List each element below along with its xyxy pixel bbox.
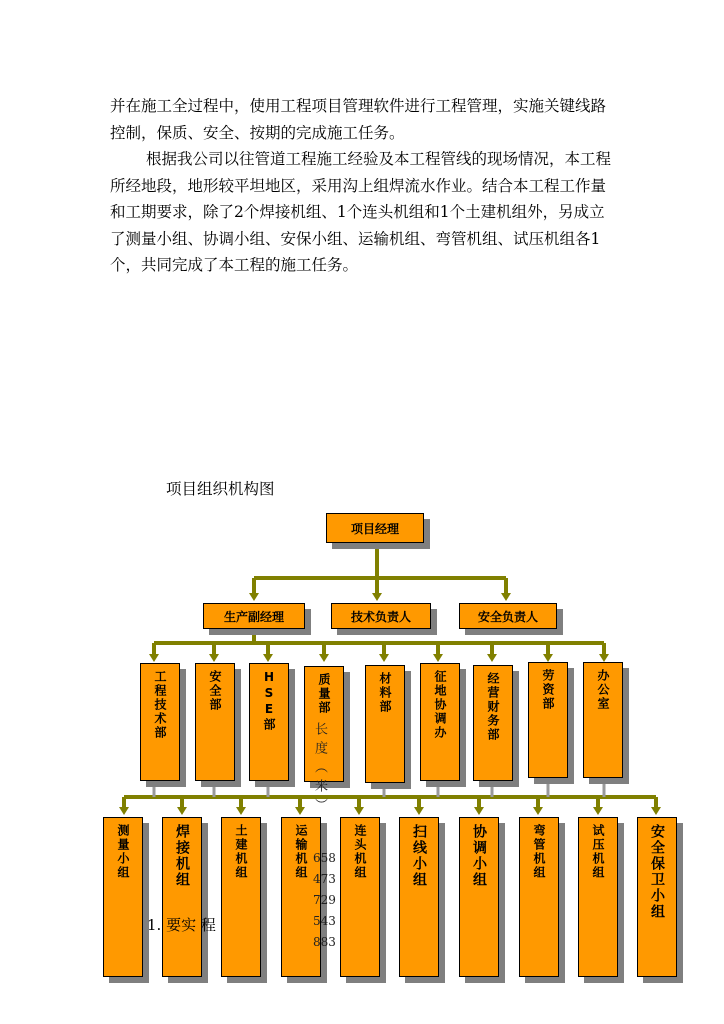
org-box-label: 办公室: [596, 669, 610, 711]
org-team-security: [637, 817, 677, 977]
overlay-number: 883: [313, 935, 336, 949]
org-box-label: 测量小组: [116, 824, 130, 880]
org-box-label: 运输机组: [294, 824, 308, 880]
paragraph-2: 根据我公司以往管道工程施工经验及本工程管线的现场情况，本工程所经地段，地形较平坦地区，采用沟上组焊流水作业。结合本工程工作量和工期要求，除了2个焊接机组、1个连头机组和1个土建机组外，另成立了测量小组、协调小组、安保小组、运输机组、弯管机组、试压机组各1个，共同完成了本工程的施工任务。: [110, 150, 612, 274]
org-box-label: HSE部: [262, 670, 276, 732]
org-box-label: 扫线小组: [411, 824, 427, 888]
org-dept-land-coordination: [420, 663, 460, 781]
overlay-number: 729: [313, 893, 336, 907]
org-box-label: 安全部: [208, 670, 222, 712]
org-dept-safety: [195, 663, 235, 781]
overlay-number: 473: [313, 872, 336, 886]
org-team-tie-in: [340, 817, 380, 977]
overlay-number: 658: [313, 851, 336, 865]
org-box-label: 征地协调办: [433, 670, 447, 740]
org-box-label: 协调小组: [471, 824, 487, 888]
org-team-coordination: [459, 817, 499, 977]
org-box-label: 生产副经理: [223, 609, 284, 624]
org-box-label: 劳资部: [541, 669, 555, 711]
org-dept-engineering: [140, 663, 180, 781]
footer-fragment: 1. 要实 程: [147, 916, 216, 934]
org-box-label: 安全保卫小组: [649, 824, 665, 920]
org-box-production-deputy: [203, 603, 305, 629]
org-box-label: 弯管机组: [532, 824, 546, 880]
org-box-label: 焊接机组: [174, 824, 190, 888]
org-dept-office: [583, 662, 623, 778]
org-box-label: 技术负责人: [350, 609, 411, 624]
org-team-bending: [519, 817, 559, 977]
org-box-label: 质量部: [317, 673, 331, 715]
overlay-number-column: [313, 848, 336, 953]
org-box-label: 安全负责人: [477, 609, 538, 624]
org-box-label: 连头机组: [353, 824, 367, 880]
quality-extra-text: [313, 722, 326, 817]
org-dept-materials: [365, 665, 405, 783]
paragraph-1: 并在施工全过程中，使用工程项目管理软件进行工程管理，实施关键线路控制，保质、安全、按期的完成施工任务。: [110, 97, 607, 142]
org-team-welding: [162, 817, 202, 977]
org-box-technical-lead: [331, 603, 431, 629]
org-box-project-manager: [326, 513, 424, 543]
org-box-safety-lead: [459, 603, 557, 629]
overlay-number: 543: [313, 914, 336, 928]
org-box-label: 材料部: [378, 672, 392, 714]
org-box-label: 经营财务部: [486, 672, 500, 742]
quality-extra-label: 长度（米）: [312, 722, 327, 817]
org-team-pressure-test: [578, 817, 618, 977]
org-team-row-clearing: [399, 817, 439, 977]
org-box-label: 工程技术部: [153, 670, 167, 740]
org-box-label: 土建机组: [234, 824, 248, 880]
org-dept-hse: [249, 663, 289, 781]
org-dept-finance: [473, 665, 513, 781]
org-box-label: 项目经理: [350, 521, 399, 536]
org-chart-caption: 项目组织机构图: [166, 480, 275, 498]
org-team-civil: [221, 817, 261, 977]
org-team-survey: [103, 817, 143, 977]
org-box-label: 试压机组: [591, 824, 605, 880]
org-dept-labor: [528, 662, 568, 778]
